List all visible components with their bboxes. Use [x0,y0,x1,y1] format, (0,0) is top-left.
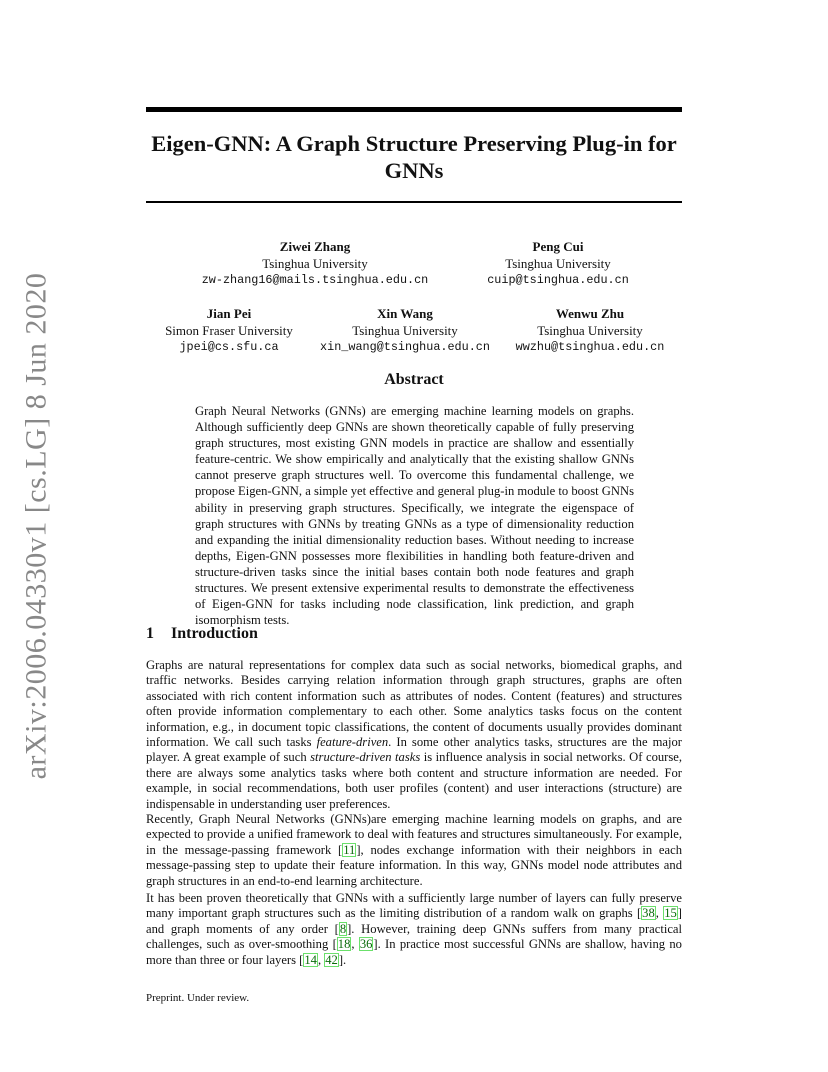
title-bottom-rule [146,201,682,203]
author-affiliation: Tsinghua University [262,255,368,271]
text-run: , [655,906,664,921]
text-run: , [351,937,359,952]
author-email[interactable]: xin_wang@tsinghua.edu.cn [320,340,490,354]
citation-link[interactable]: 11 [343,842,356,857]
emphasis-feature-driven: feature-driven [316,735,389,750]
author-block-2 [413,239,703,289]
section-number: 1 [146,625,154,642]
author-name: Jian Pei [206,306,252,321]
section-title: Introduction [171,625,258,642]
author-affiliation: Tsinghua University [352,322,458,338]
emphasis-structure-driven: structure-driven tasks [310,750,421,765]
introduction-heading [146,625,258,643]
text-run: Graphs are natural representations for complex data such as social networks, biomedical graphs, and traffic networks. Besides carrying relation information through graph structures, graphs are often associated with rich content information such as attributes of nodes. Content (features) and structures often provide information complementary to each other. Some analytics tasks focus on the content information, e.g., in document topic classifications, the content of documents usually provides dominant information. We call such tasks [146,658,682,750]
author-name: Wenwu Zhu [555,306,625,321]
text-run: ] and graph moments of any order [ [146,906,682,936]
text-run: ]. However, training deep GNNs suffers from many practical challenges, such as over-smoothing [ [146,921,682,952]
author-email[interactable]: zw-zhang16@mails.tsinghua.edu.cn [201,273,429,287]
author-name: Xin Wang [377,306,433,321]
arxiv-identifier-text: arXiv:2006.04330v1 [cs.LG] 8 Jun 2020 [19,272,52,780]
citation-link[interactable]: 36 [359,937,373,952]
author-email[interactable]: cuip@tsinghua.edu.cn [487,273,629,287]
citation-link[interactable]: 15 [664,906,677,921]
footer-note: Preprint. Under review. [146,992,250,1004]
author-affiliation: Tsinghua University [537,322,643,338]
text-run: ]. In practice most successful GNNs are shallow, having no more than three or four layers [ [146,937,682,967]
text-run: is influence analysis in social networks. Of course, there are always some analytics tasks where both content and structure information are needed. For example, in social recommendations, both user profiles (content) and user interactions (structure) are indispensable in understanding user preferences. [146,750,682,811]
arxiv-identifier-stamp [19,272,52,780]
text-run: Recently, Graph Neural Networks (GNNs)are emerging machine learning models on graphs, and are expected to provide a unified framework to deal with features and structures simultaneously. For example, in the message-passing framework [ [146,812,682,857]
title-top-rule [146,107,682,112]
text-run: ], nodes exchange information with their neighbors in each message-passing step to update their feature information. In this way, GNNs model node attributes and graph structures in an end-to-end learning architecture. [146,842,682,888]
text-run: , [317,952,325,967]
intro-paragraph-1 [146,658,682,812]
text-run: It has been proven theoretically that GNNs with a sufficiently large number of layers can fully preserve many important graph structures such as the limiting distribution of a random walk on graphs [ [146,891,682,921]
author-email[interactable]: wwzhu@tsinghua.edu.cn [515,340,665,354]
paper-title: Eigen-GNN: A Graph Structure Preserving Plug-in for GNNs [151,131,677,183]
author-name: Peng Cui [532,239,584,254]
abstract-body: Graph Neural Networks (GNNs) are emerging machine learning models on graphs. Although sufficiently deep GNNs are shown theoretically capable of fully preserving graph structures, most existing GNN models in practice are shallow and essentially feature-centric. We show empirically and analytically that the existing shallow GNNs cannot preserve graph structures well. To overcome this fundamental challenge, we propose Eigen-GNN, a simple yet effective and general plug-in module to boost GNNs ability in preserving graph structures. Specifically, we integrate the eigenspace of graph structures with GNNs by treating GNNs as a type of dimensionality reduction and expanding the initial dimensionality reduction bases. Without needing to increase depths, Eigen-GNN possesses more flexibilities in handling both feature-driven and structure-driven tasks since the initial bases contain both node features and graph structures. We present extensive experimental results to demonstrate the effectiveness of Eigen-GNN for tasks including node classification, link prediction, and graph isomorphism tests. [195,404,634,628]
author-affiliation: Tsinghua University [505,255,611,271]
intro-paragraph-3 [146,891,682,968]
citation-link[interactable]: 42 [325,952,338,967]
author-block-5 [445,306,735,356]
abstract-heading: Abstract [384,371,444,388]
author-email[interactable]: jpei@cs.sfu.ca [179,340,279,354]
text-run: ]. [338,952,347,967]
author-affiliation: Simon Fraser University [165,322,293,338]
citation-link[interactable]: 8 [339,921,347,936]
citation-link[interactable]: 14 [304,952,317,967]
citation-link[interactable]: 18 [337,937,351,952]
citation-link[interactable]: 38 [642,906,655,921]
text-run: . In some other analytics tasks, structures are the major player. A great example of such [146,735,682,765]
intro-paragraph-2 [146,812,682,889]
author-name: Ziwei Zhang [279,239,351,254]
